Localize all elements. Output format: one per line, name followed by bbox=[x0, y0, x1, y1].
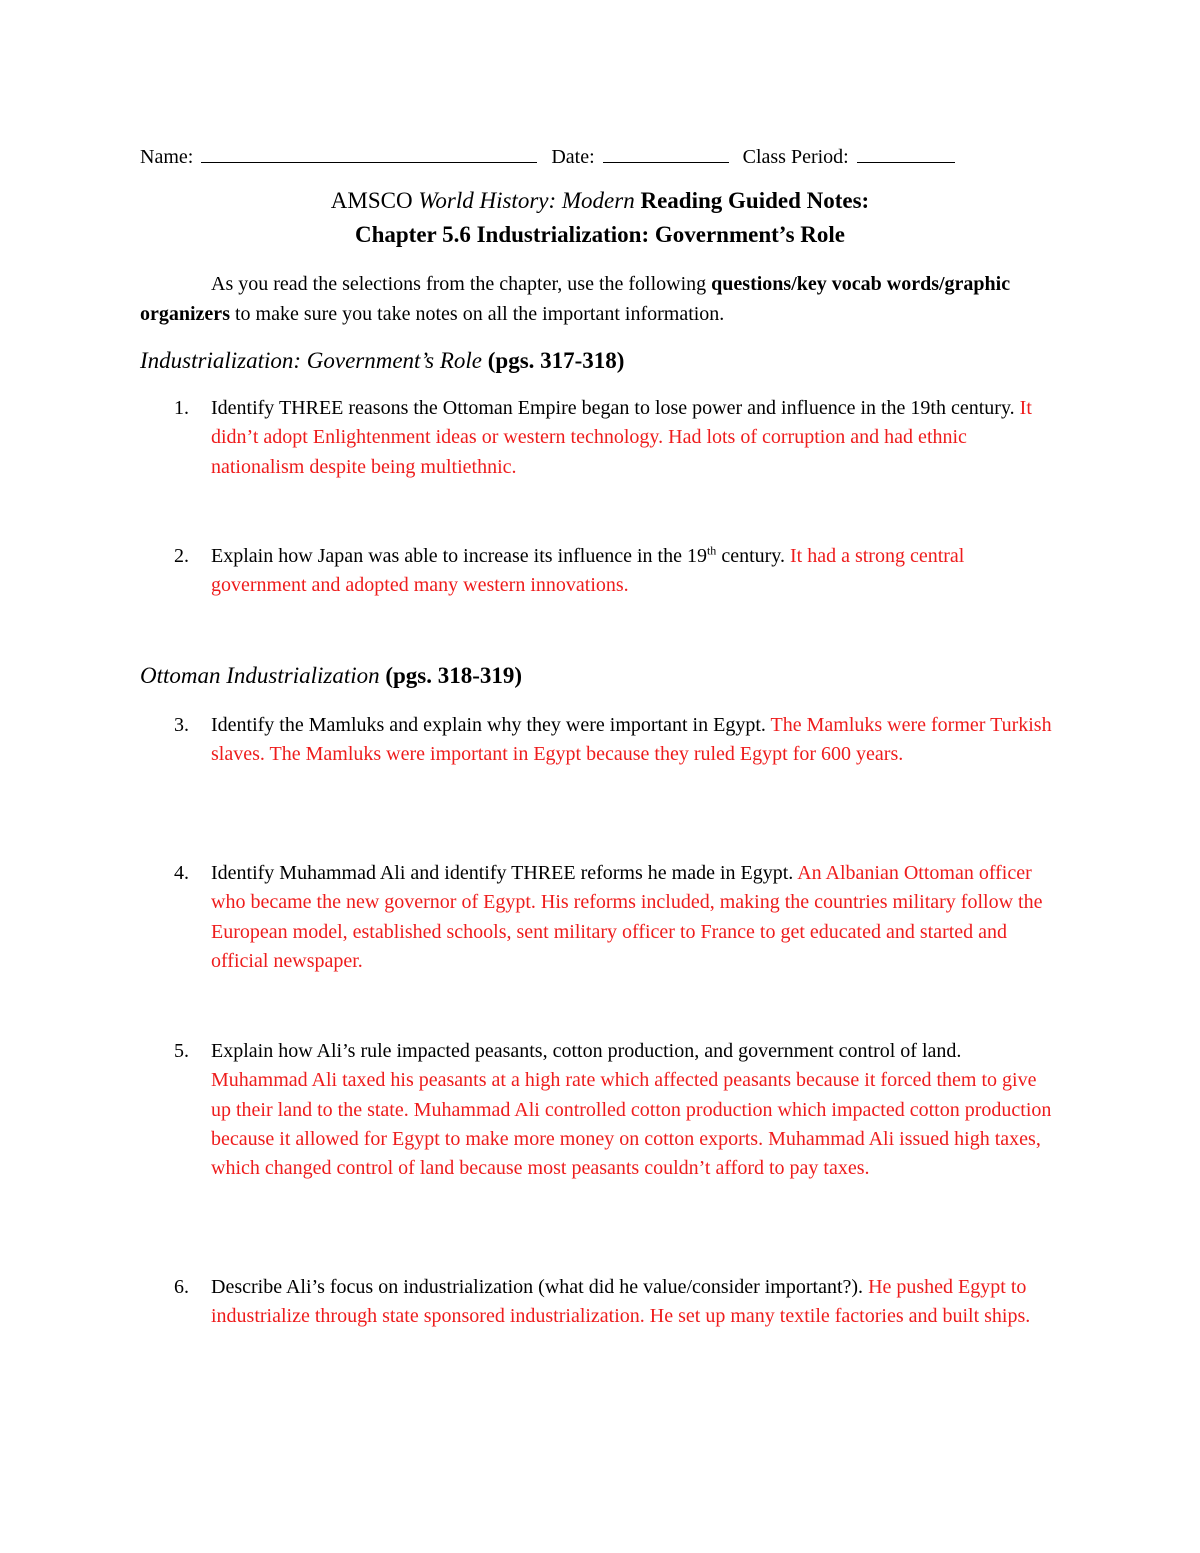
question-answer: He pushed Egypt to industrialize through state sponsored industrialization. He set up many textile factories and built ships. bbox=[211, 1276, 1031, 1328]
section-title: Ottoman Industrialization bbox=[140, 663, 380, 688]
class-period-label: Class Period: bbox=[742, 146, 849, 168]
question-answer: It didn’t adopt Enlightenment ideas or western technology. Had lots of corruption and had ethnic nationalism despite being multiethnic. bbox=[211, 397, 1032, 478]
question-body bbox=[211, 859, 1059, 976]
date-blank[interactable] bbox=[603, 142, 729, 163]
instructions-text-before: As you read the selections from the chapter, use the following bbox=[211, 273, 712, 295]
question-number: 3. bbox=[174, 714, 189, 736]
question-number: 1. bbox=[174, 397, 189, 419]
question-answer: An Albanian Ottoman officer who became the new governor of Egypt. His reforms included, making the countries military follow the European model, established schools, sent military officer to France to get educated and started and official newspaper. bbox=[211, 862, 1043, 972]
instructions-paragraph bbox=[140, 270, 1020, 329]
question-4 bbox=[174, 859, 1059, 976]
question-prompt: Identify Muhammad Ali and identify THREE reforms he made in Egypt. bbox=[211, 862, 794, 884]
question-1 bbox=[174, 394, 1059, 482]
section-heading-ottoman-industrialization bbox=[140, 663, 522, 689]
question-prompt: Explain how Ali’s rule impacted peasants, cotton production, and government control of land. bbox=[211, 1040, 962, 1062]
section-pages: (pgs. 318-319) bbox=[385, 663, 523, 688]
section-pages: (pgs. 317-318) bbox=[487, 348, 625, 373]
instructions-text-after: to make sure you take notes on all the important information. bbox=[229, 302, 725, 325]
question-prompt: Identify the Mamluks and explain why they were important in Egypt. bbox=[211, 714, 766, 736]
section-title: Industrialization: Government’s Role bbox=[140, 348, 482, 373]
instructions-text-bold: questions/key vocab words/graphic organizers bbox=[140, 273, 1011, 325]
question-body bbox=[211, 1273, 1059, 1332]
document-title-line1 bbox=[0, 188, 1200, 214]
question-number: 4. bbox=[174, 862, 189, 884]
class-period-blank[interactable] bbox=[857, 142, 955, 163]
question-answer: The Mamluks were former Turkish slaves. The Mamluks were important in Egypt because they ruled Egypt for 600 years. bbox=[211, 714, 1052, 766]
question-prompt: Identify THREE reasons the Ottoman Empire began to lose power and influence in the 19th century. bbox=[211, 397, 1015, 419]
title-prefix: AMSCO bbox=[330, 188, 419, 213]
question-6 bbox=[174, 1273, 1059, 1332]
question-answer: It had a strong central government and adopted many western innovations. bbox=[211, 545, 965, 597]
date-label: Date: bbox=[551, 146, 595, 168]
name-blank[interactable] bbox=[201, 142, 537, 163]
ordinal-superscript: th bbox=[706, 543, 717, 558]
question-body bbox=[211, 1037, 1059, 1183]
question-prompt-end: century. bbox=[716, 545, 785, 567]
title-suffix: Reading Guided Notes: bbox=[634, 188, 870, 213]
question-answer: Muhammad Ali taxed his peasants at a high rate which affected peasants because it forced them to give up their land to the state. Muhammad Ali controlled cotton production which impacted cotton production because it allowed for Egypt to make more money on cotton exports. Muhammad Ali issued high taxes, which changed control of land because most peasants couldn’t afford to pay taxes. bbox=[211, 1069, 1052, 1180]
question-prompt: Describe Ali’s focus on industrialization (what did he value/consider important?). bbox=[211, 1276, 864, 1298]
question-prompt: Explain how Japan was able to increase its influence in the 19 bbox=[211, 545, 707, 567]
question-5 bbox=[174, 1037, 1059, 1183]
title-book-name: World History: Modern bbox=[418, 188, 635, 213]
name-label: Name: bbox=[140, 146, 194, 168]
question-body bbox=[211, 542, 1059, 601]
student-info-line bbox=[140, 142, 955, 169]
question-2 bbox=[174, 542, 1059, 601]
section-heading-government-role bbox=[140, 348, 624, 374]
document-title-line2: Chapter 5.6 Industrialization: Government’s Role bbox=[354, 222, 845, 247]
question-body bbox=[211, 711, 1059, 770]
question-number: 5. bbox=[174, 1040, 189, 1062]
question-number: 6. bbox=[174, 1276, 189, 1298]
question-number: 2. bbox=[174, 545, 189, 567]
question-body bbox=[211, 394, 1059, 482]
question-3 bbox=[174, 711, 1059, 770]
